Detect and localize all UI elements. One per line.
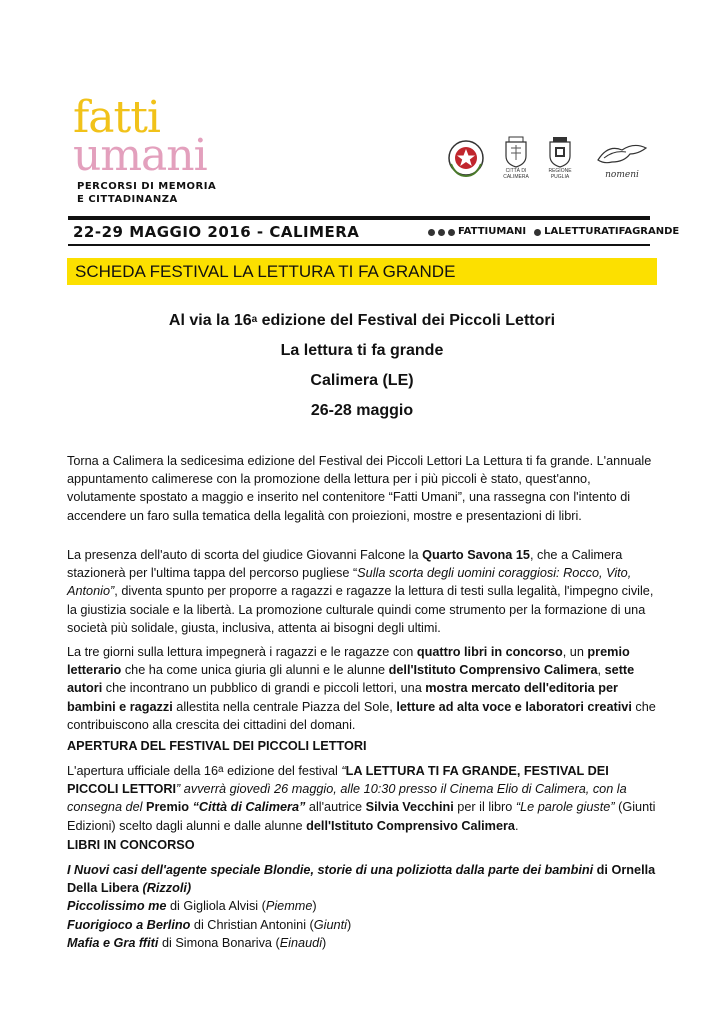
book-2-di: di Gigliola Alvisi (: [166, 899, 266, 914]
p4-festival-title: LA LETTURA TI FA GRANDE, FESTIVAL DEI PICCOLI LETTORI: [67, 764, 609, 797]
book-1-di: di: [593, 863, 612, 877]
brand-tagline: [77, 180, 257, 206]
paragraph-intro-text: Torna a Calimera la sedicesima edizione del Festival dei Piccoli Lettori La Lettura ti fa grande. L'annuale appuntamento calimerese con la promozione della lettura per i più piccoli è stato, quest'anno, volutamente spostato a maggio e inserito nel contenitore “Fatti Umani”, una rassegna con l'intento di accendere un faro sulla tematica della legalità con proiezioni, mostre e presentazioni di libri.: [67, 454, 652, 523]
p3-bold-j: mostra mercato dell'editoria per bambini e ragazzi: [67, 681, 618, 714]
facebook-icon: [428, 229, 435, 236]
book-3-di: di Christian Antonini (: [190, 917, 314, 932]
p3-bold-b: quattro libri in concorso: [416, 645, 563, 659]
brand-logo-fatti: fatti: [73, 92, 160, 143]
book-1-title: I Nuovi casi dell'agente speciale Blondie, storie di una poliziotta dalla parte dei bambini: [67, 863, 594, 877]
section-heading-apertura: APERTURA DEL FESTIVAL DEI PICCOLI LETTORI: [67, 739, 367, 753]
brand-logo-umani: umani: [73, 130, 207, 181]
p4-text-b: edizione del festival: [223, 764, 342, 778]
p4-author: Silvia Vecchini: [365, 800, 454, 815]
book-item-4: [67, 934, 659, 952]
nomeni-caption: nomeni: [605, 170, 639, 180]
social-handles: [428, 225, 679, 239]
at-icon: [534, 229, 541, 236]
tagline-line-1: PERCORSI DI MEMORIA: [77, 181, 217, 192]
p2-text-a: La presenza dell'auto di scorta del giudice Giovanni Falcone la: [67, 548, 423, 562]
section-heading-libri: LIBRI IN CONCORSO: [67, 838, 195, 852]
calimera-crest-caption: CITTÀ DI CALIMERA: [503, 168, 529, 180]
book-4-close: ): [322, 935, 327, 950]
heading-edition-sup: a: [251, 314, 258, 325]
p3-text-i: che incontrano un pubblico di grandi e piccoli lettori, una: [102, 681, 426, 696]
book-list: [67, 861, 659, 952]
p4-text-o: .: [515, 818, 519, 833]
tagline-line-2: E CITTADINANZA: [77, 194, 178, 205]
heading-edition-pre: Al via la 16: [168, 312, 252, 329]
puglia-crest-icon: [542, 136, 578, 190]
book-item-3: [67, 916, 659, 934]
book-item-2: [67, 897, 659, 915]
p3-bold-f: dell'Istituto Comprensivo Calimera: [388, 663, 598, 678]
p2-text-e: , diventa spunto per proporre a ragazzi e ragazze la lettura di testi sulla legalità, l'impegno civile, la giustizia sociale e la libertà. La promozione culturale quindi come strumento per la formazione di una società più solidale, giusta, inclusiva, attenta ai bisogni degli ultimi.: [67, 584, 654, 635]
document-title: SCHEDA FESTIVAL LA LETTURA TI FA GRANDE: [75, 262, 456, 281]
nomeni-logo-icon: [592, 140, 652, 194]
heading-festival-name: La lettura ti fa grande: [280, 342, 444, 359]
p4-text-m: (Giunti Edizioni) scelto dagli alunni e dalle alunne: [67, 800, 656, 833]
book-item-1: [67, 861, 659, 897]
book-2-title: Piccolissimo me: [67, 899, 167, 914]
p3-bold-d: premio letterario: [67, 645, 630, 678]
social-handle-lalettura: LALETTURATIFAGRANDE: [544, 226, 680, 237]
p3-text-c: , un: [562, 645, 588, 659]
p3-bold-h: sette autori: [67, 663, 635, 696]
p4-sup: a: [218, 764, 224, 775]
p3-text-e: che ha come unica giuria gli alunni e le alunne: [121, 663, 389, 678]
p2-quarto-savona: Quarto Savona 15: [422, 548, 530, 562]
heading-edition: [67, 311, 657, 331]
repubblica-emblem-icon: [444, 136, 488, 190]
p4-premio-name: “Città di Calimera”: [192, 800, 306, 815]
p4-text-a: L'apertura ufficiale della 16: [67, 764, 219, 778]
book-3-title: Fuorigioco a Berlino: [67, 917, 191, 932]
p4-text-f: avverrà giovedì 26 maggio, alle 10:30 presso il Cinema Elio di Calimera, con la consegna del: [67, 782, 627, 815]
paragraph-intro: [67, 452, 659, 525]
paragraph-falcone: [67, 546, 659, 637]
twitter-icon: [438, 229, 445, 236]
header-top-rule: [68, 216, 650, 220]
heading-location: Calimera (LE): [310, 372, 414, 389]
p3-text-m: che contribuiscono alla crescita dei cittadini del domani.: [67, 699, 656, 732]
heading-edition-post: edizione del Festival dei Piccoli Lettori: [257, 312, 556, 329]
puglia-crest-caption: REGIONE PUGLIA: [548, 168, 572, 180]
book-1-author: Ornella Della Libera: [67, 863, 656, 896]
p4-book-title: “Le parole giuste”: [515, 800, 615, 815]
header-bottom-rule: [68, 244, 650, 246]
book-4-publisher: Einaudi: [279, 935, 323, 950]
p3-text-a: La tre giorni sulla lettura impegnerà i ragazzi e le ragazze con: [67, 645, 417, 659]
p3-text-g: ,: [597, 663, 605, 678]
book-2-close: ): [312, 899, 317, 914]
heading-dates: 26-28 maggio: [310, 402, 414, 419]
p3-text-k: allestita nella centrale Piazza del Sole,: [172, 699, 397, 714]
p4-istituto: dell'Istituto Comprensivo Calimera: [306, 818, 515, 833]
p4-text-i: all'autrice: [305, 800, 366, 815]
book-1-publisher: (Rizzoli): [142, 881, 192, 896]
instagram-icon: [448, 229, 455, 236]
p4-quote-close: ”: [176, 782, 181, 797]
book-4-title: Mafia e Gra ffiti: [67, 935, 159, 950]
paragraph-program: [67, 643, 659, 734]
calimera-crest-icon: [498, 136, 534, 190]
p4-text-k: per il libro: [453, 800, 516, 815]
p2-text-c: , che a Calimera stazionerà per l'ultima tappa del percorso pugliese “: [67, 548, 623, 581]
event-dates-location: 22-29 MAGGIO 2016 - CALIMERA: [73, 223, 360, 241]
p2-percorso-title: Sulla scorta degli uomini coraggiosi: Rocco, Vito, Antonio”: [67, 566, 632, 599]
p4-quote-open: “: [341, 764, 346, 778]
book-3-publisher: Giunti: [313, 917, 347, 932]
book-3-close: ): [346, 917, 352, 932]
social-handle-fattiumani: FATTIUMANI: [458, 226, 527, 237]
p3-bold-l: letture ad alta voce e laboratori creativi: [396, 699, 632, 714]
p4-premio: Premio: [146, 800, 193, 815]
book-4-di: di Simona Bonariva (: [158, 935, 280, 950]
paragraph-apertura: [67, 762, 659, 835]
book-2-publisher: Piemme: [265, 899, 313, 914]
